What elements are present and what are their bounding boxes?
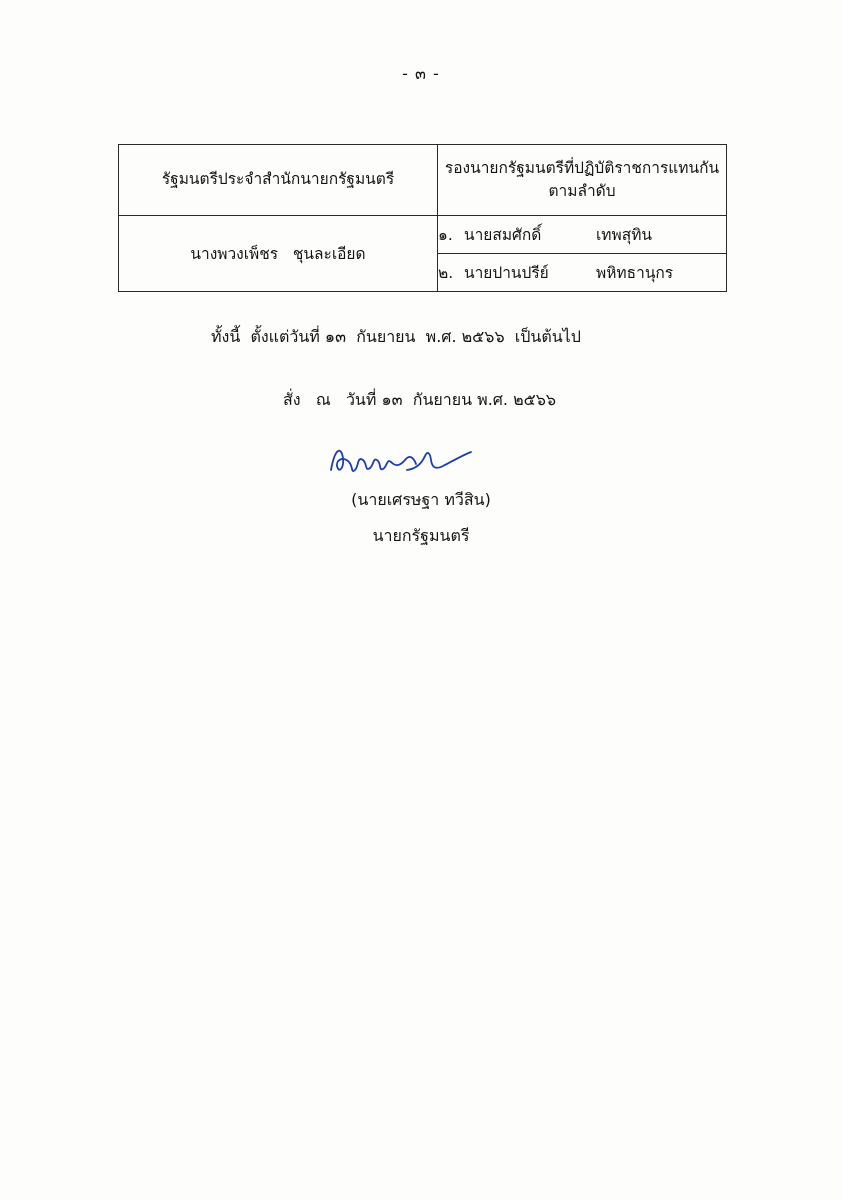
table-header-row [119, 145, 727, 216]
table-row [119, 216, 727, 254]
deputy-lastname-1: เทพสุทิน [596, 226, 653, 244]
deputy-cell-2 [438, 254, 727, 292]
deputy-cell-1 [438, 216, 727, 254]
signature-block [0, 440, 842, 549]
signer-name: (นายเศรษฐา ทวีสิน) [351, 490, 491, 509]
signer-title: นายกรัฐมนตรี [372, 526, 470, 545]
deputy-firstname-1: นายสมศักดิ์ [464, 226, 542, 244]
order-date-paragraph: สั่ง ณ วันที่ ๑๓ กันยายน พ.ศ. ๒๕๖๖ [283, 390, 557, 409]
table-header-deputies [438, 145, 727, 216]
minister-name-cell [119, 216, 438, 292]
table-header-deputies-line2: ตามลำดับ [548, 182, 616, 200]
deputy-number-2: ๒. [438, 264, 454, 282]
page-number: - ๓ - [402, 64, 440, 83]
effective-date-paragraph: ทั้งนี้ ตั้งแต่วันที่ ๑๓ กันยายน พ.ศ. ๒๕๖๖ เป็นต้นไป [211, 327, 581, 346]
table-header-deputies-line1: รองนายกรัฐมนตรีที่ปฏิบัติราชการแทนกัน [444, 158, 720, 177]
deputy-lastname-2: พหิทธานุกร [596, 264, 674, 282]
deputy-number-1: ๑. [438, 226, 453, 244]
deputy-firstname-2: นายปานปรีย์ [464, 264, 549, 282]
signature-icon [321, 440, 521, 486]
ministers-table [118, 144, 727, 292]
table-header-minister: รัฐมนตรีประจำสำนักนายกรัฐมนตรี [119, 145, 438, 216]
minister-name: นางพวงเพ็ชร ชุนละเอียด [190, 245, 366, 263]
